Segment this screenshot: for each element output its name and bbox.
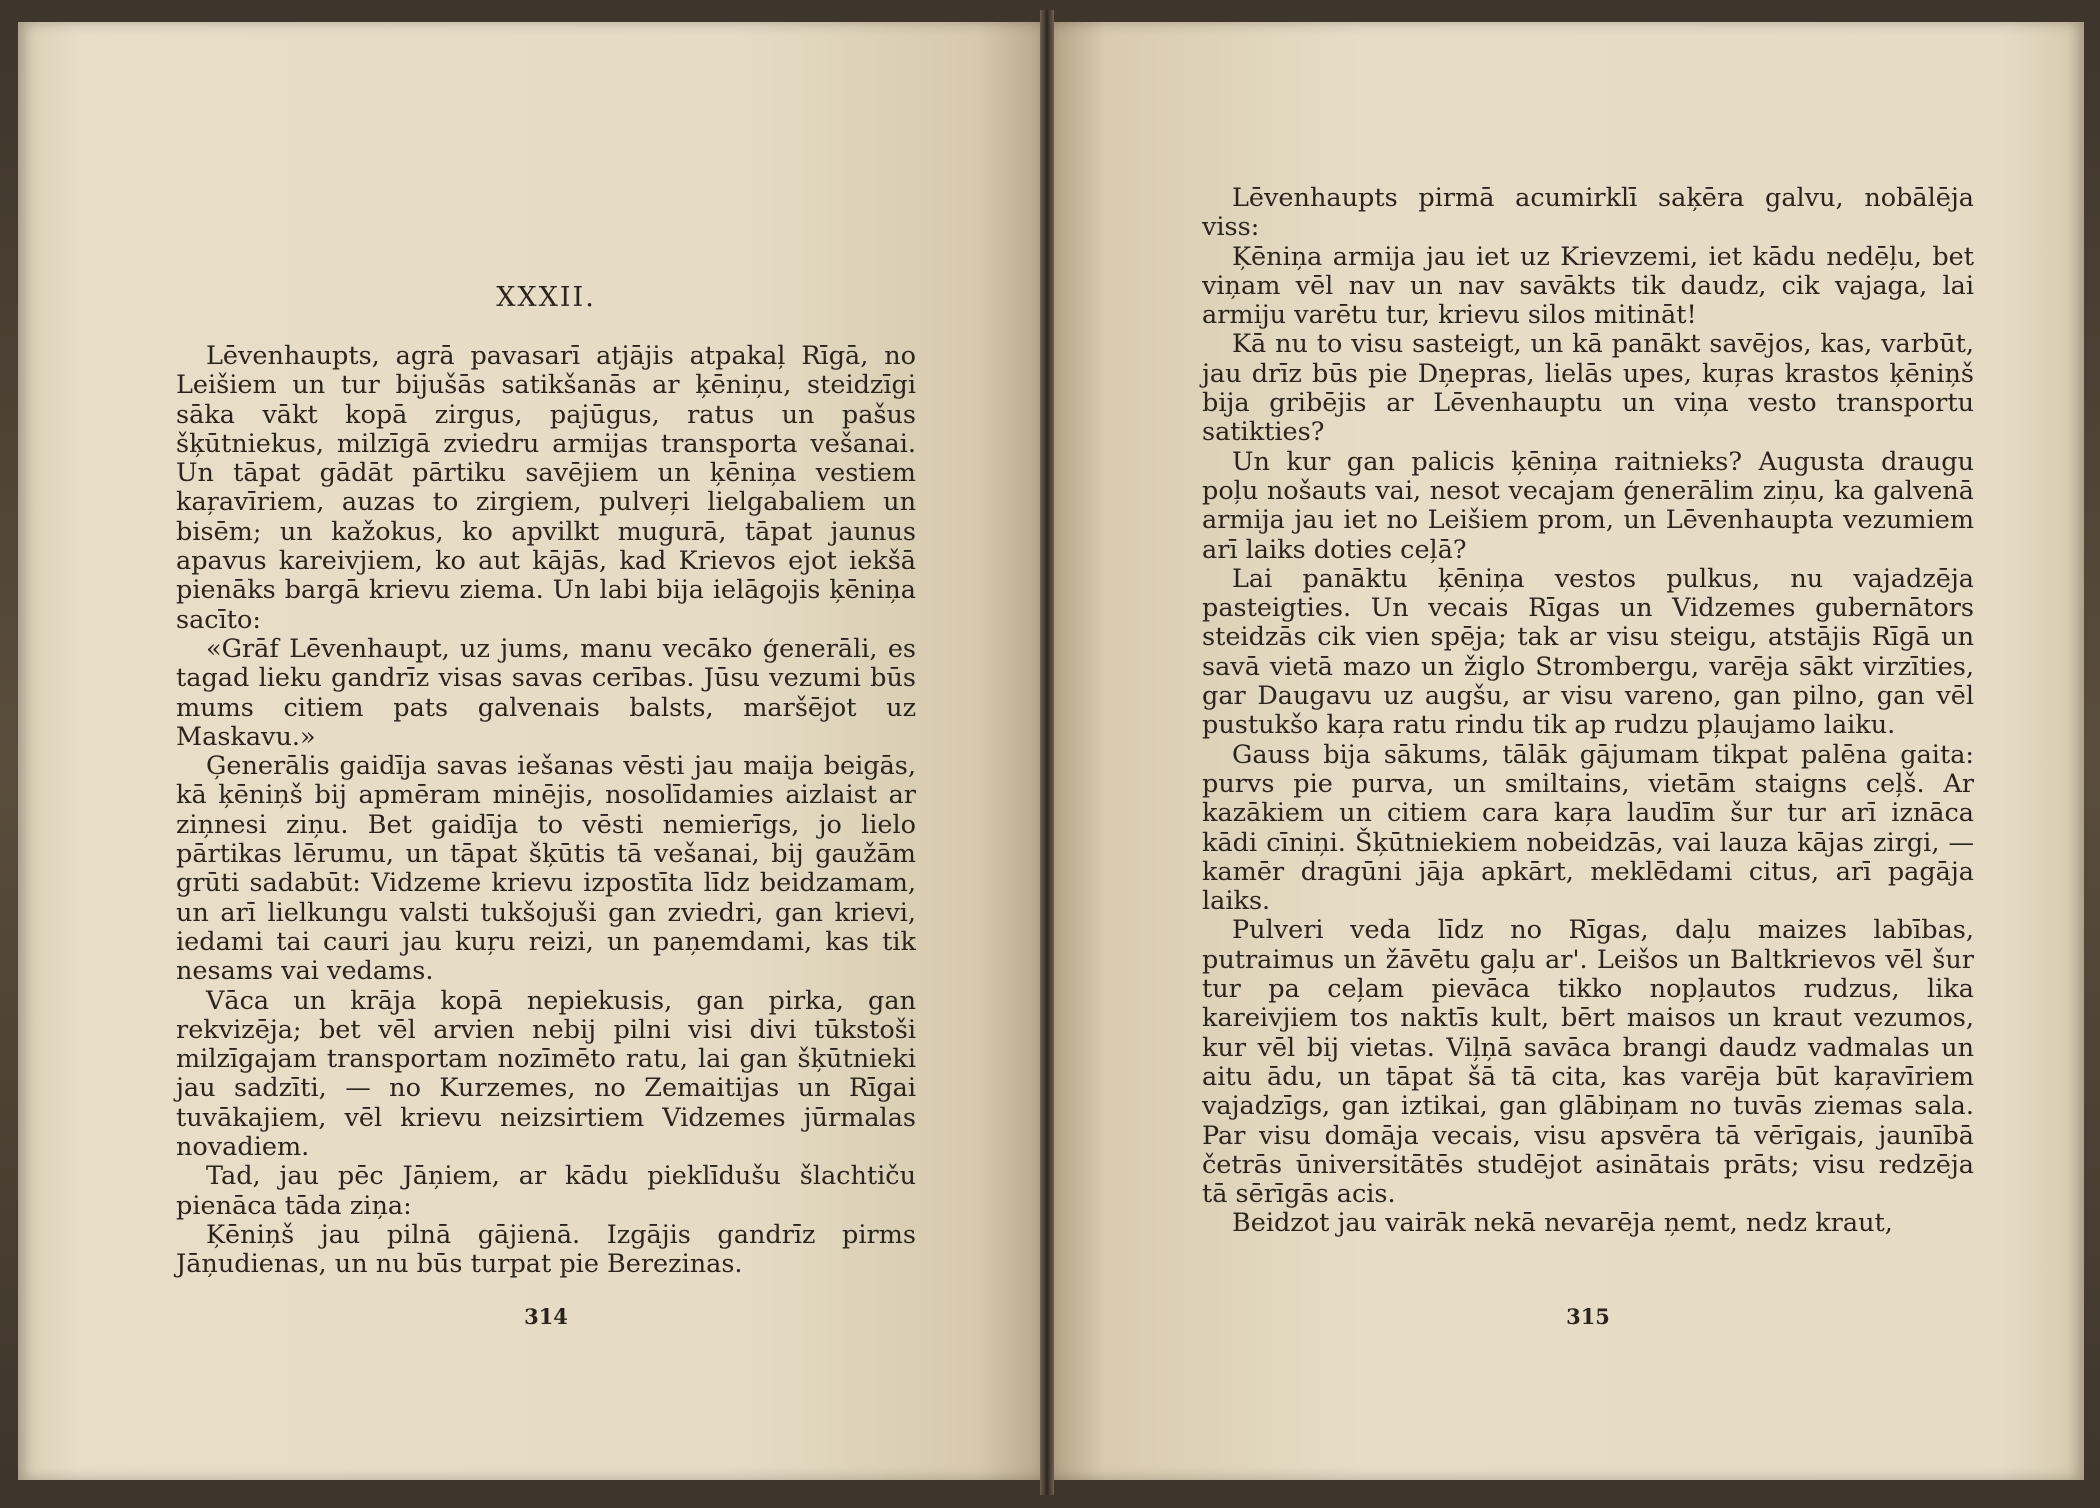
chapter-title: XXXII. (496, 282, 596, 313)
paragraph: Beidzot jau vairāk nekā nevarēja ņemt, nedz kraut, (1232, 1208, 1893, 1239)
paragraph: Kā nu to visu sasteigt, un kā panākt savējos, kas, varbūt, jau drīz būs pie Dņepras, lielās upes, kuŗas krastos ķēniņš bija gribējis ar Lēvenhauptu un viņa vesto transportu satikties? (1202, 329, 1974, 448)
left-page-text (176, 342, 916, 1280)
paragraph: Lai panāktu ķēniņa vestos pulkus, nu vajadzēja pasteigties. Un vecais Rīgas un Vidzemes gubernātors steidzās cik vien spēja; tak ar visu steigu, atstājis Rīgā un savā vietā mazo un žiglo Strombergu, varēja sākt virzīties, gar Daugavu uz augšu, ar visu vareno, gan pilno, gan vēl pustukšo kaŗa ratu rindu tik ap rudzu pļaujamo laiku. (1202, 563, 1974, 741)
paragraph: Vāca un krāja kopā nepiekusis, gan pirka, gan rekvizēja; bet vēl arvien nebij pilni visi divi tūkstoši milzīgajam transportam nozīmēto ratu, lai gan šķūtnieki jau sadzīti, — no Kurzemes, no Zemaitijas un Rīgai tuvākajiem, vēl krievu neizsirtiem Vidzemes jūrmalas novadiem. (176, 985, 916, 1163)
page-number: 314 (524, 1304, 568, 1329)
paragraph: Tad, jau pēc Jāņiem, ar kādu pieklīdušu šlachtiču pienāca tāda ziņa: (176, 1161, 916, 1221)
paragraph: Lēvenhaupts, agrā pavasarī atjājis atpakaļ Rīgā, no Leišiem un tur bijušās satikšanās ar ķēniņu, steidzīgi sāka vākt kopā zirgus, pajūgus, ratus un pašus šķūtniekus, milzīgā zviedru armijas transporta vešanai. Un tāpat gādāt pārtiku savējiem un ķēniņa vestiem kaŗavīriem, auzas to zirgiem, pulveŗi lielgabaliem un bisēm; un kažokus, ko apvilkt mugurā, tāpat jaunus apavus kareivjiem, ko aut kājās, kad Krievos ejot iekšā pienāks bargā krievu ziema. Un labi bija ielāgojis ķēniņa sacīto: (176, 341, 916, 635)
paragraph: Un kur gan palicis ķēniņa raitnieks? Augusta draugu poļu nošauts vai, nesot vecajam ģenerālim ziņu, ka galvenā armija jau iet no Leišiem prom, un Lēvenhaupta vezumiem arī laiks doties ceļā? (1202, 446, 1974, 565)
paragraph: Gauss bija sākums, tālāk gājumam tikpat palēna gaita: purvs pie purva, un smiltains, vietām staigns ceļš. Ar kazākiem un citiem cara kaŗa laudīm šur tur arī iznāca kādi cīniņi. Šķūtniekiem nobeidzās, vai lauza kājas zirgi, — kamēr dragūni jāja apkārt, meklēdami citus, arī pagāja laiks. (1202, 739, 1974, 917)
paragraph: Lēvenhaupts pirmā acumirklī saķēra galvu, nobālēja viss: (1202, 183, 1974, 243)
paragraph: Ķēniņa armija jau iet uz Krievzemi, iet kādu nedēļu, bet viņam vēl nav un nav savākts tik daudz, cik vajaga, lai armiju varētu tur, krievu silos mitināt! (1202, 241, 1974, 331)
page-number: 315 (1566, 1304, 1610, 1329)
left-page (18, 22, 1040, 1480)
right-page (1054, 22, 2084, 1480)
right-page-text (1202, 184, 1974, 1239)
paragraph: Ķēniņš jau pilnā gājienā. Izgājis gandrīz pirms Jāņudienas, un nu būs turpat pie Berezinas. (176, 1219, 916, 1280)
paragraph: Ģenerālis gaidīja savas iešanas vēsti jau maija beigās, kā ķēniņš bij apmēram minējis, nosolīdamies aizlaist ar ziņnesi ziņu. Bet gaidīja to vēsti nemierīgs, jo lielo pārtikas lērumu, un tāpat šķūtis tā vešanai, bij gaužām grūti sadabūt: Vidzeme krievu izpostīta līdz beidzamam, un arī lielkungu valsti tukšojuši gan zviedri, gan krievi, iedami tai cauri jau kuŗu reizi, un paņemdami, kas tik nesams vai vedams. (176, 751, 916, 987)
book-gutter (1040, 10, 1054, 1495)
paragraph: Pulveri veda līdz no Rīgas, daļu maizes labības, putraimus un žāvētu gaļu ar'. Leišos un Baltkrievos vēl šur tur pa ceļam pievāca tikko nopļautos rudzus, lika kareivjiem tos naktīs kult, bērt maisos un kraut vezumos, kur vēl bij vietas. Viļņā savāca brangi daudz vadmalas un aitu ādu, un tāpat šā tā cita, kas varēja būt kaŗavīriem vajadzīgs, gan iztikai, gan glābiņam no tuvās ziemas sala. Par visu domāja vecais, visu apsvēra tā vērīgais, jaunībā četrās ūniversitātēs studējot asinātais prāts; visu redzēja tā sērīgās acis. (1202, 915, 1974, 1210)
paragraph: «Grāf Lēvenhaupt, uz jums, manu vecāko ģenerāli, es tagad lieku gandrīz visas savas cerības. Jūsu vezumi būs mums citiem pats galvenais balsts, maršējot uz Maskavu.» (176, 633, 916, 752)
